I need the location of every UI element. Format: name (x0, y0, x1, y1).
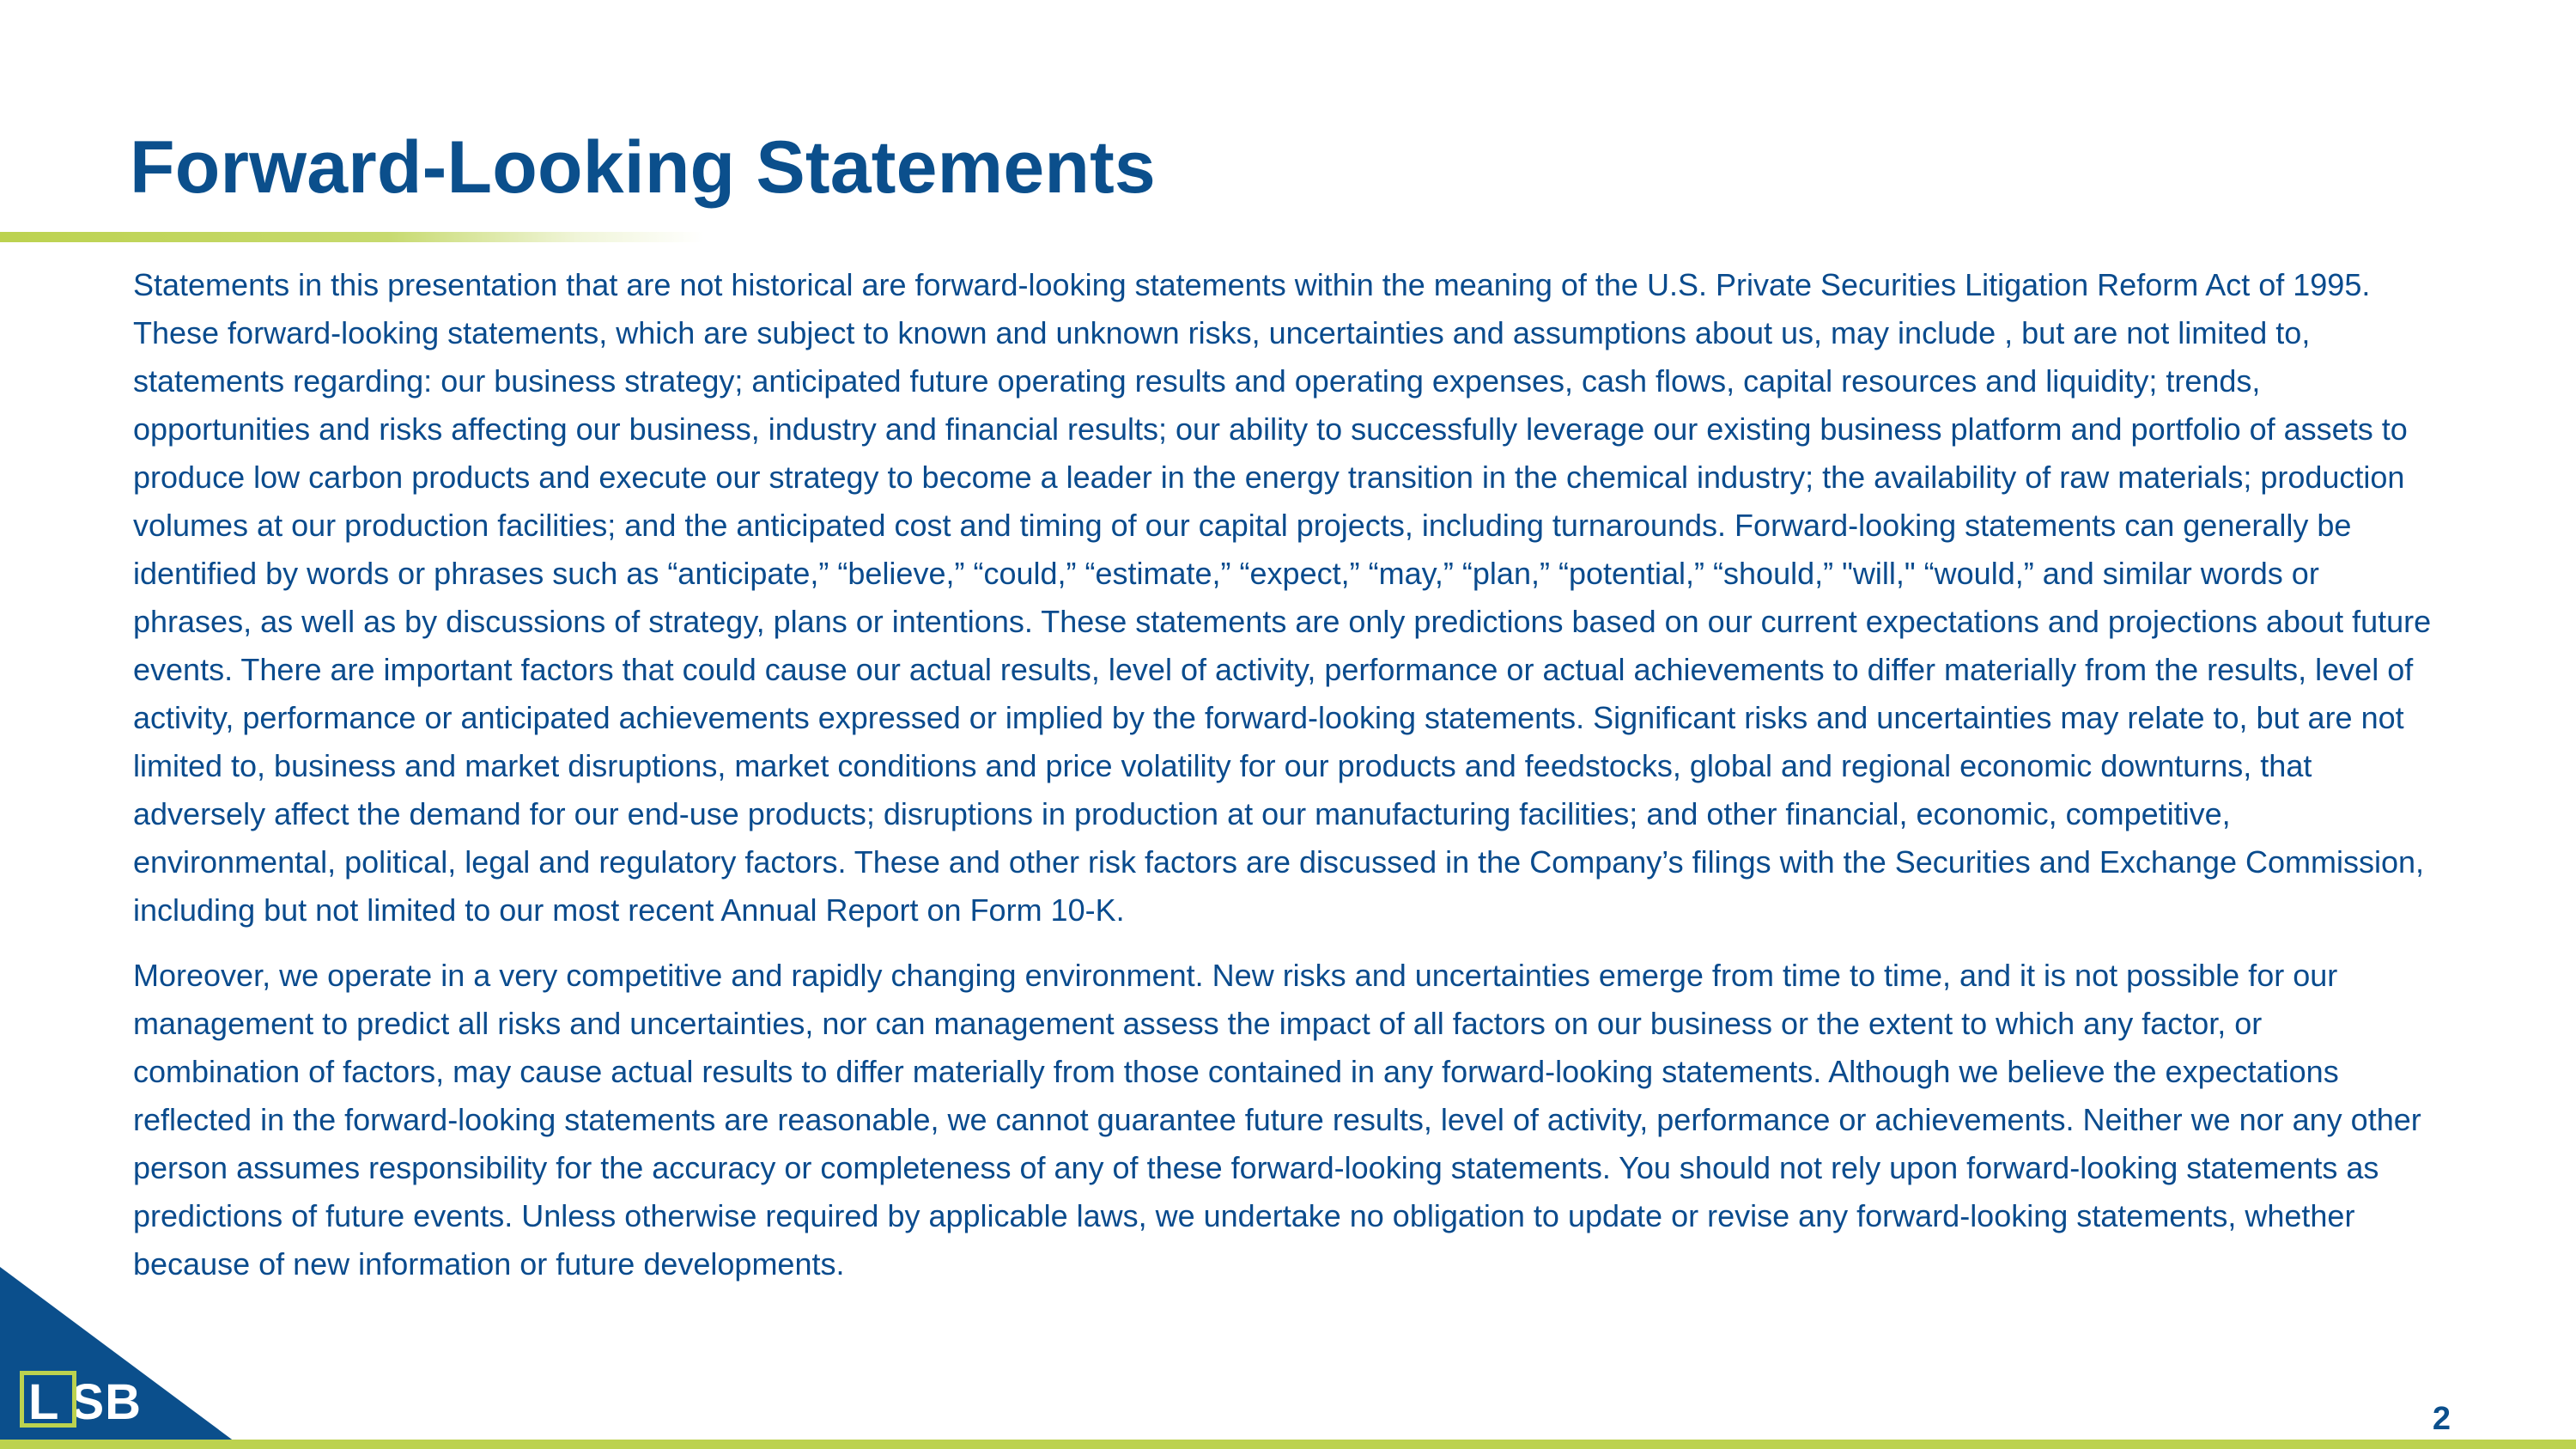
disclaimer-body (133, 261, 2434, 1288)
title-accent-rule (0, 232, 704, 242)
disclaimer-paragraph-1: Statements in this presentation that are not historical are forward-looking statements within the meaning of the U.S. Private Securities Litigation Reform Act of 1995. These forward-looking statements, which are subject to known and unknown risks, uncertainties and assumptions about us, may include , but are not limited to, statements regarding: our business strategy; anticipated future operating results and operating expenses, cash flows, capital resources and liquidity; trends, opportunities and risks affecting our business, industry and financial results; our ability to successfully leverage our existing business platform and portfolio of assets to produce low carbon products and execute our strategy to become a leader in the energy transition in the chemical industry; the availability of raw materials; production volumes at our production facilities; and the anticipated cost and timing of our capital projects, including turnarounds. Forward-looking statements can generally be identified by words or phrases such as “anticipate,” “believe,” “could,” “estimate,” “expect,” “may,” “plan,” “potential,” “should,” "will," “would,” and similar words or phrases, as well as by discussions of strategy, plans or intentions. These statements are only predictions based on our current expectations and projections about future events. There are important factors that could cause our actual results, level of activity, performance or actual achievements to differ materially from the results, level of activity, performance or anticipated achievements expressed or implied by the forward-looking statements. Significant risks and uncertainties may relate to, but are not limited to, business and market disruptions, market conditions and price volatility for our products and feedstocks, global and regional economic downturns, that adversely affect the demand for our end-use products; disruptions in production at our manufacturing facilities; and other financial, economic, competitive, environmental, political, legal and regulatory factors. These and other risk factors are discussed in the Company’s filings with the Securities and Exchange Commission, including but not limited to our most recent Annual Report on Form 10-K. (133, 267, 2432, 928)
disclaimer-paragraph-2: Moreover, we operate in a very competitive and rapidly changing environment. New risks and uncertainties emerge from time to time, and it is not possible for our management to predict all risks and uncertainties, nor can management assess the impact of all factors on our business or the extent to which any factor, or combination of factors, may cause actual results to differ materially from those contained in any forward-looking statements. Although we believe the expectations reflected in the forward-looking statements are reasonable, we cannot guarantee future results, level of activity, performance or achievements. Neither we nor any other person assumes responsibility for the accuracy or completeness of any of these forward-looking statements. You should not rely upon forward-looking statements as predictions of future events. Unless otherwise required by applicable laws, we undertake no obligation to update or revise any forward-looking statements, whether because of new information or future developments. (133, 958, 2421, 1282)
lsb-logo (20, 1370, 142, 1430)
page-number: 2 (2432, 1401, 2451, 1437)
logo-letters-sb: SB (70, 1374, 143, 1430)
footer-accent-rule (0, 1440, 2576, 1449)
slide-title: Forward-Looking Statements (130, 126, 1156, 209)
logo-letter-l: L (20, 1371, 64, 1429)
